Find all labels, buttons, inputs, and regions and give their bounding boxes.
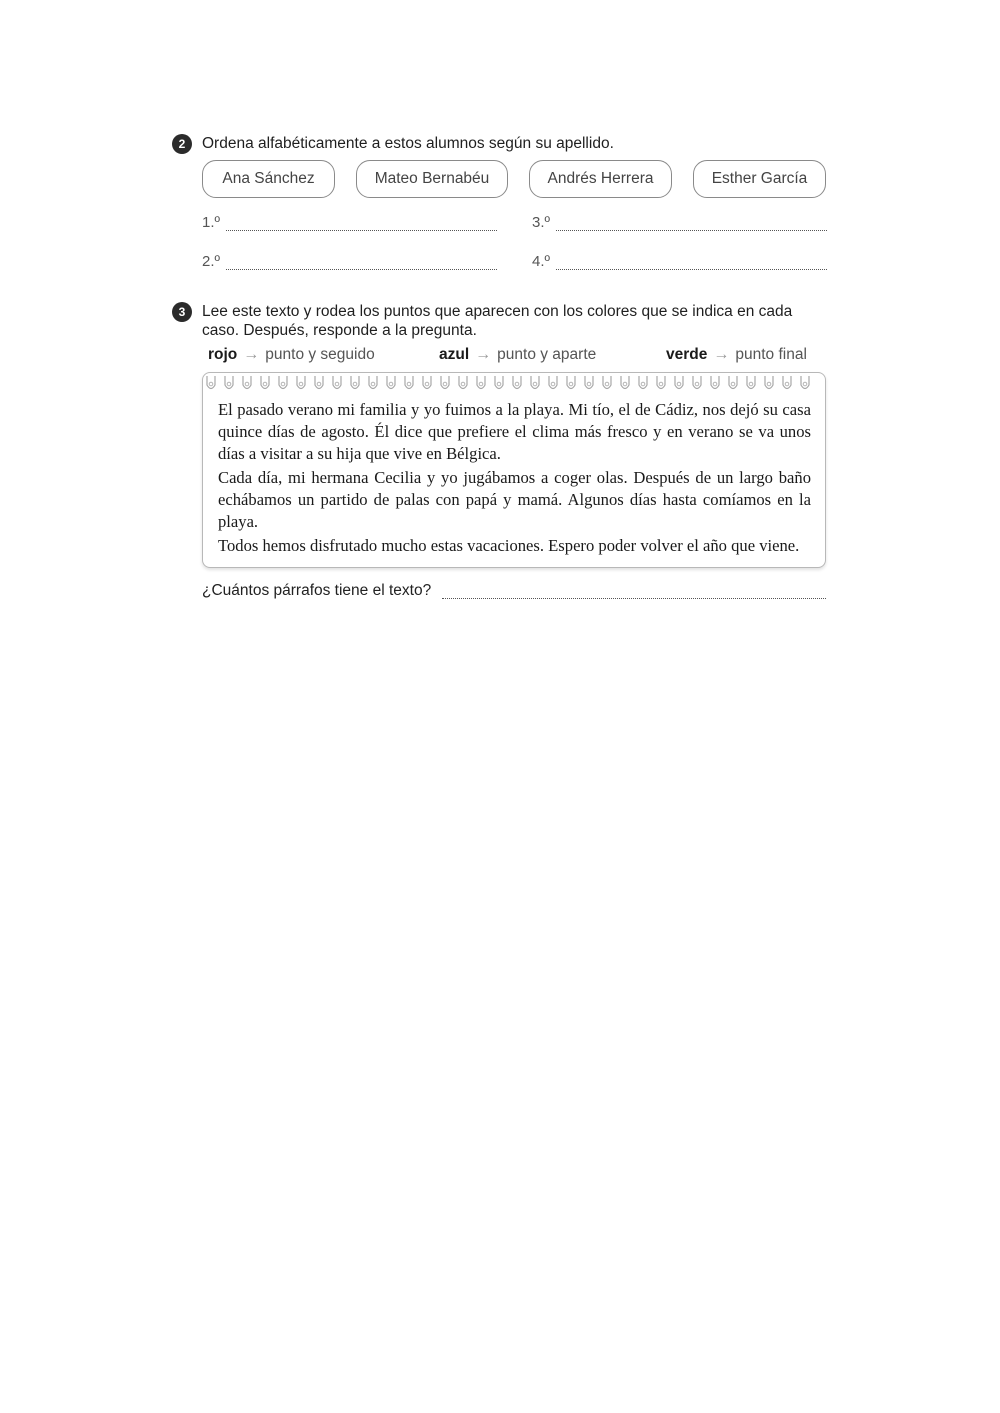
answer-ordinal: 4.º <box>532 253 550 270</box>
spiral-hole <box>767 382 771 386</box>
spiral-hole <box>695 382 699 386</box>
exercise-3-instruction: Lee este texto y rodea los puntos que aparecen con los colores que se indica en cada caso. Después, responde a la pregunta. <box>202 303 793 339</box>
color-legend <box>208 346 832 370</box>
answer-line-1[interactable] <box>202 214 497 236</box>
spiral-hole <box>389 382 393 386</box>
spiral-hole <box>497 382 501 386</box>
legend-meaning: punto y seguido <box>265 346 375 363</box>
spiral-hole <box>479 382 483 386</box>
exercise-3 <box>172 302 832 604</box>
text-paragraph-2[interactable]: Cada día, mi hermana Cecilia y yo jugábamos a coger olas. Después de un largo baño echábamos un partido de palas con papá y mamá. Algunos días hasta comíamos en la playa. <box>218 468 811 531</box>
spiral-hole <box>335 382 339 386</box>
answer-line-4[interactable] <box>532 253 827 275</box>
legend-color-word: verde <box>666 346 708 363</box>
exercise-number-badge: 2 <box>172 134 192 154</box>
spiral-hole <box>533 382 537 386</box>
exercise-number-badge: 3 <box>172 302 192 322</box>
spiral-hole <box>209 382 213 386</box>
legend-color-word: azul <box>439 346 470 363</box>
exercise-2-instruction: Ordena alfabéticamente a estos alumnos según su apellido. <box>202 135 614 152</box>
answer-line-2[interactable] <box>202 253 497 275</box>
student-name-card: Esther García <box>693 160 826 198</box>
exercise-3-instruction-row <box>172 302 832 340</box>
notebook-spiral-binding <box>203 373 825 395</box>
dotted-line <box>556 269 827 270</box>
spiral-hole <box>641 382 645 386</box>
legend-meaning: punto final <box>735 346 807 363</box>
legend-item-red <box>208 346 375 364</box>
answer-lines <box>202 214 832 296</box>
question-row <box>202 582 832 604</box>
spiral-hole <box>353 382 357 386</box>
spiral-hole <box>713 382 717 386</box>
reading-text <box>203 395 825 567</box>
answer-ordinal: 3.º <box>532 214 550 231</box>
arrow-right-icon: → <box>475 346 492 363</box>
spiral-hole <box>407 382 411 386</box>
spiral-hole <box>281 382 285 386</box>
spiral-hole <box>659 382 663 386</box>
spiral-hole <box>569 382 573 386</box>
exercise-2-instruction-row <box>172 134 832 153</box>
spiral-hole <box>227 382 231 386</box>
spiral-hole <box>371 382 375 386</box>
legend-item-green <box>666 346 807 364</box>
legend-meaning: punto y aparte <box>497 346 597 363</box>
spiral-hole <box>605 382 609 386</box>
spiral-hole <box>443 382 447 386</box>
answer-ordinal: 1.º <box>202 214 220 231</box>
spiral-rings-icon <box>203 373 825 395</box>
student-name-card: Mateo Bernabéu <box>356 160 508 198</box>
answer-ordinal: 2.º <box>202 253 220 270</box>
spiral-hole <box>803 382 807 386</box>
spiral-hole <box>515 382 519 386</box>
spiral-hole <box>299 382 303 386</box>
exercise-2 <box>172 134 832 296</box>
spiral-hole <box>749 382 753 386</box>
student-name-card: Ana Sánchez <box>202 160 335 198</box>
answer-line-3[interactable] <box>532 214 827 236</box>
notebook-text-card <box>202 372 826 568</box>
legend-color-word: rojo <box>208 346 238 363</box>
spiral-hole <box>461 382 465 386</box>
spiral-hole <box>245 382 249 386</box>
spiral-hole <box>425 382 429 386</box>
spiral-hole <box>263 382 267 386</box>
dotted-line <box>226 230 497 231</box>
spiral-hole <box>785 382 789 386</box>
spiral-hole <box>677 382 681 386</box>
dotted-line <box>556 230 827 231</box>
text-paragraph-1[interactable]: El pasado verano mi familia y yo fuimos a la playa. Mi tío, el de Cádiz, nos dejó su casa quince días de agosto. Él dice que prefiere el clima más fresco y en verano se va unos días a visitar a su hija que vive en Bélgica. <box>218 400 811 463</box>
spiral-hole <box>623 382 627 386</box>
text-paragraph-3[interactable]: Todos hemos disfrutado mucho estas vacaciones. Espero poder volver el año que viene. <box>218 536 800 555</box>
arrow-right-icon: → <box>243 346 260 363</box>
spiral-hole <box>317 382 321 386</box>
question-text: ¿Cuántos párrafos tiene el texto? <box>202 582 432 599</box>
legend-item-blue <box>439 346 596 364</box>
spiral-hole <box>731 382 735 386</box>
answer-dotted-line[interactable] <box>442 598 826 599</box>
arrow-right-icon: → <box>713 346 730 363</box>
dotted-line <box>226 269 497 270</box>
spiral-hole <box>587 382 591 386</box>
spiral-hole <box>551 382 555 386</box>
student-names-row <box>202 160 832 200</box>
student-name-card: Andrés Herrera <box>529 160 672 198</box>
